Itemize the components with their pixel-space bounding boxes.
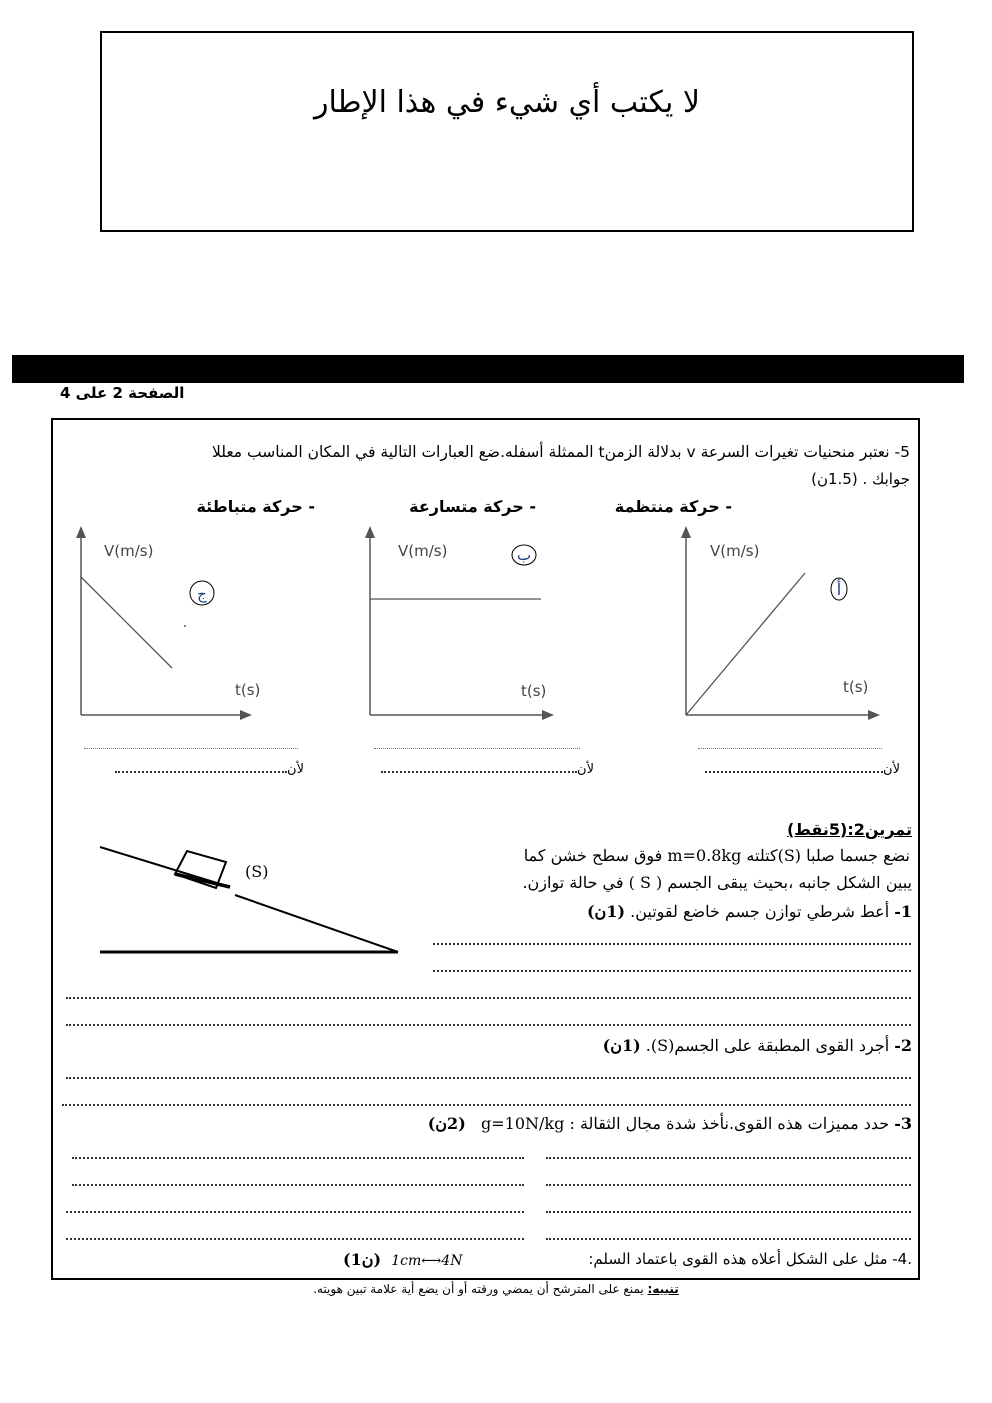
because-label: لأن [577,762,594,777]
because-label: لأن [287,762,304,777]
y-axis-label: V(m/s) [398,542,448,560]
page-number: الصفحة 2 على 4 [60,384,185,402]
q2-answer-line-2[interactable] [62,1104,911,1106]
q3-text: حدد مميزات هذه القوى.نأخذ شدة مجال الثقالة : g=10N/kg [475,1114,895,1133]
no-writing-frame [100,31,914,232]
q1-points: (1ن) [586,902,626,921]
question-3 [370,1114,912,1133]
x-axis-label: t(s) [843,678,869,696]
option-uniform: - حركة منتظمة [614,497,732,516]
no-writing-notice: لا يكتب أي شيء في هذا الإطار [313,85,700,120]
q2-text: أجرد القوى المطبقة على الجسم(S). [640,1036,895,1055]
graph-b-constant [350,520,610,730]
y-axis-label: V(m/s) [710,542,760,560]
graph-letter-b: ب [516,546,532,564]
q2-points: (1ن) [602,1036,641,1055]
q2-number: 2- [894,1036,912,1055]
because-line-b[interactable] [372,762,594,777]
graph-a-increasing [660,520,920,730]
q3-answer-left-4[interactable] [66,1238,524,1240]
question-2 [560,1036,912,1055]
question-4-scale [343,1250,523,1269]
question-5-text: 5- نعتبر منحنيات تغيرات السرعة v بدلالة الزمنt الممثلة أسفله.ضع العبارات التالية في المكان المناسب معللا [211,443,910,461]
answer-line-b[interactable] [374,748,580,749]
q3-answer-left-3[interactable] [66,1211,524,1213]
exercise-2-title: تمرين2:(5نقط) [786,820,912,839]
warning-text: يمنع على المترشح أن يمضي ورقته أو أن يضع أية علامة تبين هويته. [313,1282,648,1296]
graph-letter-c: ج [197,585,207,603]
q3-points: (2ن) [427,1114,466,1133]
q3-number: 3- [894,1114,912,1133]
footer-warning [0,1282,992,1296]
q3-answer-left-2[interactable] [72,1184,524,1186]
q3-answer-left-1[interactable] [72,1157,524,1159]
question-5-points: جوابك . (1.5ن) [811,470,910,488]
answer-line-c[interactable] [84,748,298,749]
q1-number: 1- [894,902,912,921]
q1-answer-line-2[interactable] [433,970,911,972]
option-decelerated: - حركة متباطئة [196,497,315,516]
scale-value: 1cm⟷4N [391,1253,463,1269]
option-accelerated: - حركة متسارعة [409,497,536,516]
x-axis-label: t(s) [521,682,547,700]
because-line-c[interactable] [104,762,304,777]
q2-answer-line-1[interactable] [66,1077,911,1079]
q1-answer-line-1[interactable] [433,943,911,945]
y-axis-label: V(m/s) [104,542,154,560]
q3-answer-right-1[interactable] [546,1157,911,1159]
q3-answer-right-3[interactable] [546,1211,911,1213]
question-5-text-cont [600,470,910,488]
solid-label: (S) [245,862,269,881]
q1-answer-line-3[interactable] [66,997,911,999]
q3-answer-right-2[interactable] [546,1184,911,1186]
graph-letter-a: أ [836,580,842,599]
because-label: لأن [883,762,900,777]
question-4-text: .4- مثل على الشكل أعلاه هذه القوى باعتماد السلم: [588,1250,912,1268]
question-1 [520,902,912,921]
answer-line-a[interactable] [698,748,882,749]
q4-points: (1ن) [343,1250,382,1269]
separator-bar [12,355,964,383]
q1-answer-line-4[interactable] [66,1024,911,1026]
exercise-2-intro-1: نضع جسما صلبا (S)كتلته m=0.8kg فوق سطح خشن كما [523,846,910,865]
q3-answer-right-4[interactable] [546,1238,911,1240]
x-axis-label: t(s) [235,681,261,699]
inclined-plane-figure [95,840,405,960]
warning-label: تنبيه: [647,1282,679,1296]
graph-c-decreasing [60,520,320,730]
because-line-a[interactable] [694,762,900,777]
exercise-2-intro-2: يبين الشكل جانبه ،بحيث يبقى الجسم ( S ) في حالة توازن. [522,873,912,892]
q1-text: أعط شرطي توازن جسم خاضع لقوتين. [625,902,895,921]
